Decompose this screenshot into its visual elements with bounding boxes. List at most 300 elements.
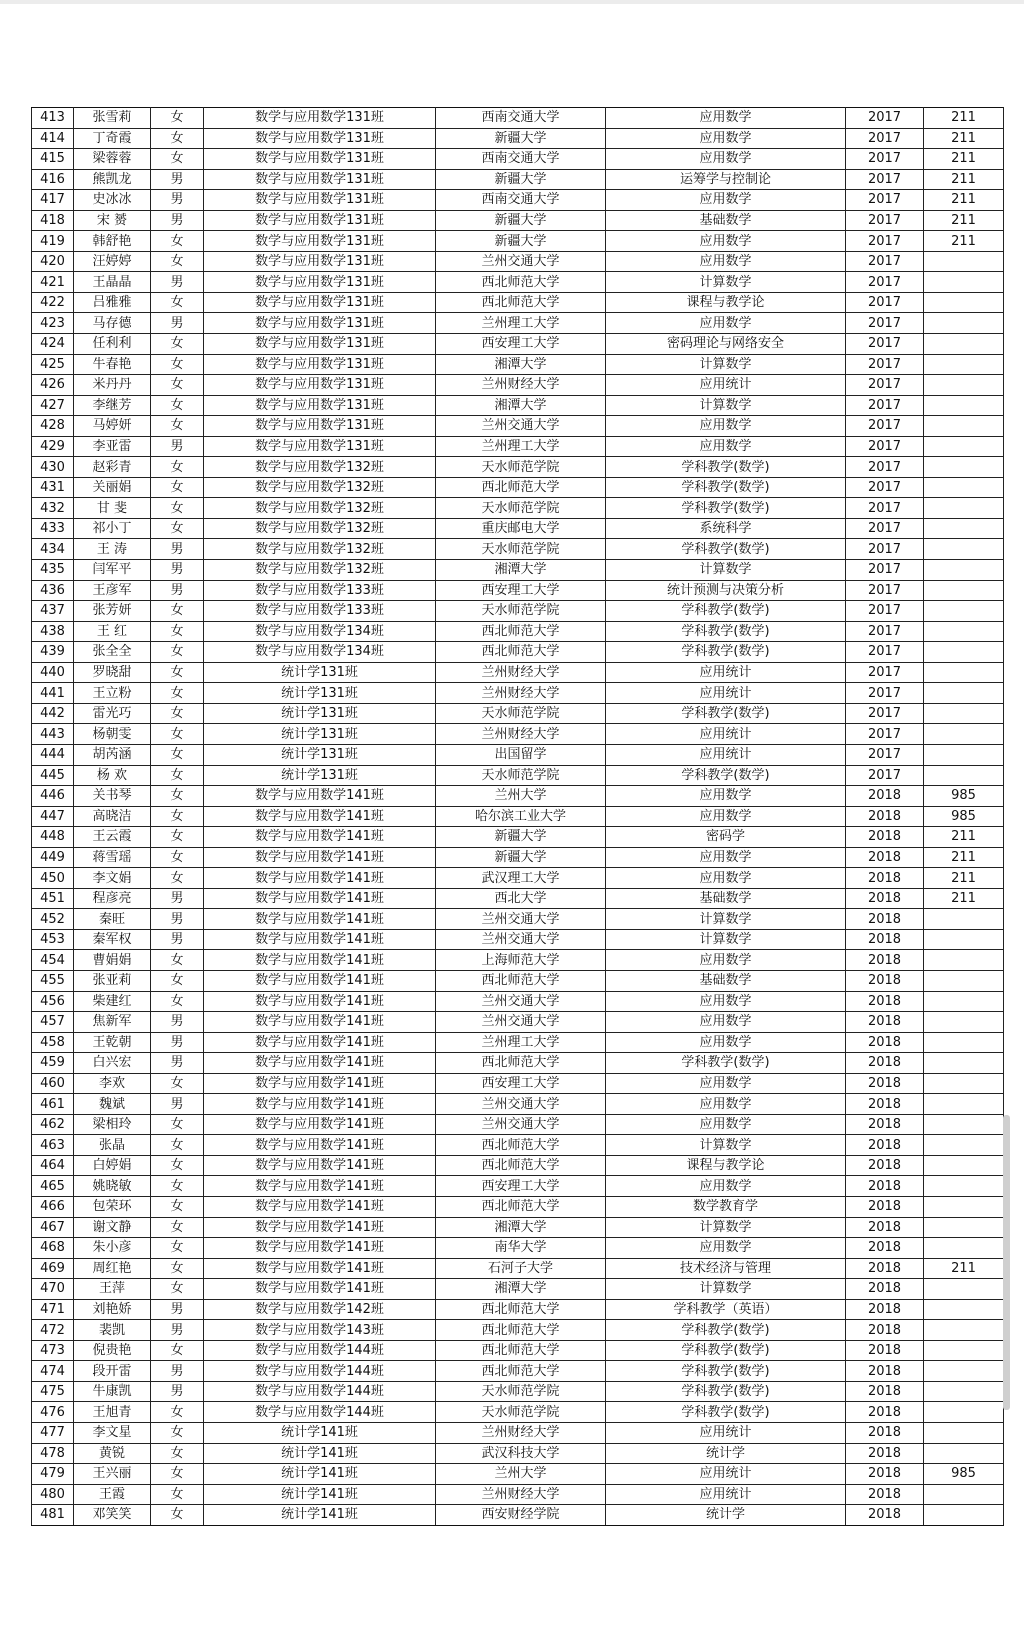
class-name-cell: 数学与应用数学144班 — [204, 1361, 436, 1382]
table-row — [32, 1402, 1004, 1423]
university-tier-cell — [924, 560, 1004, 581]
scrollbar[interactable] — [1003, 1115, 1010, 1410]
table-row — [32, 1176, 1004, 1197]
university-tier-cell — [924, 1299, 1004, 1320]
year-cell: 2017 — [846, 621, 924, 642]
admitted-university-cell: 兰州财经大学 — [436, 662, 606, 683]
row-number-cell: 455 — [32, 970, 74, 991]
row-number-cell: 431 — [32, 477, 74, 498]
university-tier-cell — [924, 1196, 1004, 1217]
student-name-cell: 米丹丹 — [74, 375, 151, 396]
row-number-cell: 435 — [32, 560, 74, 581]
table-row — [32, 108, 1004, 129]
admitted-university-cell: 兰州交通大学 — [436, 1114, 606, 1135]
table-row — [32, 827, 1004, 848]
university-tier-cell — [924, 1361, 1004, 1382]
university-tier-cell — [924, 703, 1004, 724]
major-cell: 学科教学(数学) — [606, 1340, 846, 1361]
year-cell: 2018 — [846, 1279, 924, 1300]
class-name-cell: 数学与应用数学141班 — [204, 806, 436, 827]
table-row — [32, 149, 1004, 170]
student-name-cell: 汪婷婷 — [74, 251, 151, 272]
gender-cell: 男 — [151, 1381, 204, 1402]
student-name-cell: 王萍 — [74, 1279, 151, 1300]
gender-cell: 女 — [151, 1402, 204, 1423]
admitted-university-cell: 西北师范大学 — [436, 1320, 606, 1341]
admitted-university-cell: 西北师范大学 — [436, 477, 606, 498]
year-cell: 2017 — [846, 457, 924, 478]
student-name-cell: 张雪莉 — [74, 108, 151, 129]
gender-cell: 女 — [151, 149, 204, 170]
student-name-cell: 关书琴 — [74, 786, 151, 807]
major-cell: 应用数学 — [606, 1073, 846, 1094]
row-number-cell: 480 — [32, 1484, 74, 1505]
row-number-cell: 481 — [32, 1505, 74, 1526]
student-name-cell: 祁小丁 — [74, 518, 151, 539]
major-cell: 应用数学 — [606, 1114, 846, 1135]
year-cell: 2018 — [846, 1053, 924, 1074]
admitted-university-cell: 西安理工大学 — [436, 1176, 606, 1197]
year-cell: 2018 — [846, 1217, 924, 1238]
year-cell: 2018 — [846, 991, 924, 1012]
admitted-university-cell: 天水师范学院 — [436, 1381, 606, 1402]
year-cell: 2018 — [846, 1094, 924, 1115]
year-cell: 2017 — [846, 416, 924, 437]
admitted-university-cell: 兰州财经大学 — [436, 1423, 606, 1444]
university-tier-cell — [924, 744, 1004, 765]
table-row — [32, 724, 1004, 745]
major-cell: 应用数学 — [606, 436, 846, 457]
gender-cell: 男 — [151, 1053, 204, 1074]
table-row — [32, 683, 1004, 704]
student-name-cell: 张亚莉 — [74, 970, 151, 991]
gender-cell: 男 — [151, 1361, 204, 1382]
gender-cell: 女 — [151, 334, 204, 355]
student-name-cell: 张全全 — [74, 642, 151, 663]
admitted-university-cell: 西安理工大学 — [436, 580, 606, 601]
year-cell: 2017 — [846, 292, 924, 313]
gender-cell: 男 — [151, 560, 204, 581]
class-name-cell: 数学与应用数学133班 — [204, 601, 436, 622]
row-number-cell: 436 — [32, 580, 74, 601]
student-name-cell: 裴凯 — [74, 1320, 151, 1341]
year-cell: 2018 — [846, 1012, 924, 1033]
student-name-cell: 熊凯龙 — [74, 169, 151, 190]
row-number-cell: 453 — [32, 929, 74, 950]
table-row — [32, 765, 1004, 786]
class-name-cell: 统计学131班 — [204, 683, 436, 704]
admitted-university-cell: 西北师范大学 — [436, 642, 606, 663]
class-name-cell: 数学与应用数学141班 — [204, 1094, 436, 1115]
major-cell: 应用统计 — [606, 683, 846, 704]
admitted-university-cell: 西北师范大学 — [436, 970, 606, 991]
row-number-cell: 426 — [32, 375, 74, 396]
university-tier-cell — [924, 1217, 1004, 1238]
major-cell: 应用数学 — [606, 868, 846, 889]
student-name-cell: 高晓洁 — [74, 806, 151, 827]
major-cell: 应用数学 — [606, 1176, 846, 1197]
year-cell: 2018 — [846, 1196, 924, 1217]
major-cell: 应用数学 — [606, 847, 846, 868]
class-name-cell: 数学与应用数学141班 — [204, 1114, 436, 1135]
year-cell: 2018 — [846, 1484, 924, 1505]
university-tier-cell — [924, 1320, 1004, 1341]
student-name-cell: 史冰冰 — [74, 190, 151, 211]
university-tier-cell — [924, 1135, 1004, 1156]
student-name-cell: 谢文静 — [74, 1217, 151, 1238]
row-number-cell: 432 — [32, 498, 74, 519]
university-tier-cell — [924, 580, 1004, 601]
major-cell: 计算数学 — [606, 1135, 846, 1156]
year-cell: 2017 — [846, 313, 924, 334]
table-row — [32, 744, 1004, 765]
major-cell: 运筹学与控制论 — [606, 169, 846, 190]
year-cell: 2018 — [846, 1464, 924, 1485]
university-tier-cell — [924, 375, 1004, 396]
year-cell: 2018 — [846, 1073, 924, 1094]
table-row — [32, 1073, 1004, 1094]
university-tier-cell — [924, 991, 1004, 1012]
gender-cell: 女 — [151, 1217, 204, 1238]
university-tier-cell: 211 — [924, 169, 1004, 190]
gender-cell: 女 — [151, 765, 204, 786]
admitted-university-cell: 兰州交通大学 — [436, 1094, 606, 1115]
major-cell: 应用数学 — [606, 108, 846, 129]
class-name-cell: 数学与应用数学132班 — [204, 539, 436, 560]
university-tier-cell — [924, 1032, 1004, 1053]
row-number-cell: 416 — [32, 169, 74, 190]
year-cell: 2017 — [846, 539, 924, 560]
row-number-cell: 418 — [32, 210, 74, 231]
university-tier-cell — [924, 1238, 1004, 1259]
row-number-cell: 450 — [32, 868, 74, 889]
class-name-cell: 数学与应用数学131班 — [204, 272, 436, 293]
student-name-cell: 李亚雷 — [74, 436, 151, 457]
table-row — [32, 1320, 1004, 1341]
table-row — [32, 518, 1004, 539]
university-tier-cell — [924, 909, 1004, 930]
major-cell: 计算数学 — [606, 929, 846, 950]
major-cell: 学科教学(数学) — [606, 457, 846, 478]
gender-cell: 男 — [151, 436, 204, 457]
table-row — [32, 868, 1004, 889]
table-row — [32, 457, 1004, 478]
major-cell: 应用统计 — [606, 662, 846, 683]
table-row — [32, 888, 1004, 909]
gender-cell: 女 — [151, 1423, 204, 1444]
year-cell: 2017 — [846, 703, 924, 724]
gender-cell: 男 — [151, 169, 204, 190]
university-tier-cell: 211 — [924, 128, 1004, 149]
university-tier-cell — [924, 1176, 1004, 1197]
row-number-cell: 442 — [32, 703, 74, 724]
year-cell: 2018 — [846, 1320, 924, 1341]
year-cell: 2017 — [846, 149, 924, 170]
admitted-university-cell: 兰州财经大学 — [436, 1484, 606, 1505]
university-tier-cell: 211 — [924, 888, 1004, 909]
admitted-university-cell: 兰州理工大学 — [436, 436, 606, 457]
student-name-cell: 马存德 — [74, 313, 151, 334]
table-row — [32, 1053, 1004, 1074]
major-cell: 学科教学(数学) — [606, 601, 846, 622]
major-cell: 基础数学 — [606, 888, 846, 909]
row-number-cell: 434 — [32, 539, 74, 560]
major-cell: 技术经济与管理 — [606, 1258, 846, 1279]
table-row — [32, 621, 1004, 642]
table-row — [32, 970, 1004, 991]
row-number-cell: 415 — [32, 149, 74, 170]
admitted-university-cell: 西北师范大学 — [436, 1196, 606, 1217]
gender-cell: 女 — [151, 1196, 204, 1217]
year-cell: 2017 — [846, 334, 924, 355]
student-name-cell: 白婷娟 — [74, 1155, 151, 1176]
student-name-cell: 朱小彦 — [74, 1238, 151, 1259]
class-name-cell: 数学与应用数学141班 — [204, 1176, 436, 1197]
row-number-cell: 433 — [32, 518, 74, 539]
class-name-cell: 数学与应用数学132班 — [204, 560, 436, 581]
gender-cell: 女 — [151, 395, 204, 416]
student-name-cell: 秦军权 — [74, 929, 151, 950]
university-tier-cell: 211 — [924, 190, 1004, 211]
table-row — [32, 1443, 1004, 1464]
table-row — [32, 662, 1004, 683]
class-name-cell: 数学与应用数学141班 — [204, 1258, 436, 1279]
class-name-cell: 数学与应用数学141班 — [204, 929, 436, 950]
gender-cell: 女 — [151, 477, 204, 498]
year-cell: 2018 — [846, 827, 924, 848]
admitted-university-cell: 西北师范大学 — [436, 292, 606, 313]
university-tier-cell — [924, 436, 1004, 457]
row-number-cell: 422 — [32, 292, 74, 313]
admitted-university-cell: 湘潭大学 — [436, 1217, 606, 1238]
university-tier-cell — [924, 251, 1004, 272]
major-cell: 学科教学(数学) — [606, 1381, 846, 1402]
class-name-cell: 统计学131班 — [204, 724, 436, 745]
table-row — [32, 1279, 1004, 1300]
major-cell: 应用数学 — [606, 251, 846, 272]
year-cell: 2018 — [846, 1381, 924, 1402]
gender-cell: 女 — [151, 1443, 204, 1464]
class-name-cell: 数学与应用数学141班 — [204, 1032, 436, 1053]
year-cell: 2017 — [846, 560, 924, 581]
gender-cell: 女 — [151, 703, 204, 724]
row-number-cell: 468 — [32, 1238, 74, 1259]
class-name-cell: 数学与应用数学132班 — [204, 498, 436, 519]
row-number-cell: 462 — [32, 1114, 74, 1135]
major-cell: 数学教育学 — [606, 1196, 846, 1217]
student-name-cell: 闫军平 — [74, 560, 151, 581]
admitted-university-cell: 西南交通大学 — [436, 149, 606, 170]
admitted-university-cell: 天水师范学院 — [436, 539, 606, 560]
table-row — [32, 375, 1004, 396]
row-number-cell: 420 — [32, 251, 74, 272]
row-number-cell: 464 — [32, 1155, 74, 1176]
class-name-cell: 数学与应用数学141班 — [204, 827, 436, 848]
student-name-cell: 吕雅雅 — [74, 292, 151, 313]
student-name-cell: 王立粉 — [74, 683, 151, 704]
year-cell: 2018 — [846, 1402, 924, 1423]
student-name-cell: 王霞 — [74, 1484, 151, 1505]
year-cell: 2017 — [846, 108, 924, 129]
student-name-cell: 王云霞 — [74, 827, 151, 848]
year-cell: 2017 — [846, 169, 924, 190]
row-number-cell: 440 — [32, 662, 74, 683]
table-row — [32, 1217, 1004, 1238]
gender-cell: 女 — [151, 457, 204, 478]
year-cell: 2017 — [846, 498, 924, 519]
university-tier-cell — [924, 1073, 1004, 1094]
student-name-cell: 曹娟娟 — [74, 950, 151, 971]
year-cell: 2017 — [846, 642, 924, 663]
admitted-university-cell: 南华大学 — [436, 1238, 606, 1259]
year-cell: 2018 — [846, 970, 924, 991]
table-row — [32, 313, 1004, 334]
major-cell: 应用数学 — [606, 806, 846, 827]
gender-cell: 女 — [151, 786, 204, 807]
student-name-cell: 王旭青 — [74, 1402, 151, 1423]
admitted-university-cell: 西北师范大学 — [436, 272, 606, 293]
class-name-cell: 数学与应用数学132班 — [204, 518, 436, 539]
gender-cell: 女 — [151, 683, 204, 704]
admitted-university-cell: 出国留学 — [436, 744, 606, 765]
top-edge — [0, 0, 1024, 4]
admitted-university-cell: 兰州理工大学 — [436, 1032, 606, 1053]
row-number-cell: 465 — [32, 1176, 74, 1197]
admitted-university-cell: 兰州交通大学 — [436, 416, 606, 437]
major-cell: 学科教学(数学) — [606, 642, 846, 663]
admitted-university-cell: 上海师范大学 — [436, 950, 606, 971]
table-row — [32, 847, 1004, 868]
university-tier-cell — [924, 950, 1004, 971]
row-number-cell: 471 — [32, 1299, 74, 1320]
row-number-cell: 413 — [32, 108, 74, 129]
table-row — [32, 1258, 1004, 1279]
year-cell: 2017 — [846, 765, 924, 786]
gender-cell: 男 — [151, 929, 204, 950]
row-number-cell: 444 — [32, 744, 74, 765]
class-name-cell: 数学与应用数学131班 — [204, 292, 436, 313]
class-name-cell: 数学与应用数学131班 — [204, 231, 436, 252]
class-name-cell: 数学与应用数学143班 — [204, 1320, 436, 1341]
admitted-university-cell: 兰州大学 — [436, 786, 606, 807]
table-row — [32, 1361, 1004, 1382]
gender-cell: 女 — [151, 1464, 204, 1485]
student-name-cell: 包荣环 — [74, 1196, 151, 1217]
major-cell: 计算数学 — [606, 395, 846, 416]
student-name-cell: 王彦军 — [74, 580, 151, 601]
row-number-cell: 454 — [32, 950, 74, 971]
admitted-university-cell: 新疆大学 — [436, 169, 606, 190]
student-name-cell: 杨朝雯 — [74, 724, 151, 745]
row-number-cell: 478 — [32, 1443, 74, 1464]
table-row — [32, 1238, 1004, 1259]
major-cell: 统计预测与决策分析 — [606, 580, 846, 601]
gender-cell: 女 — [151, 375, 204, 396]
student-name-cell: 杨 欢 — [74, 765, 151, 786]
row-number-cell: 451 — [32, 888, 74, 909]
student-name-cell: 王 红 — [74, 621, 151, 642]
year-cell: 2017 — [846, 436, 924, 457]
row-number-cell: 423 — [32, 313, 74, 334]
university-tier-cell — [924, 272, 1004, 293]
gender-cell: 女 — [151, 642, 204, 663]
major-cell: 应用统计 — [606, 1464, 846, 1485]
class-name-cell: 数学与应用数学141班 — [204, 970, 436, 991]
table-row — [32, 1012, 1004, 1033]
row-number-cell: 473 — [32, 1340, 74, 1361]
row-number-cell: 448 — [32, 827, 74, 848]
university-tier-cell — [924, 1423, 1004, 1444]
major-cell: 应用数学 — [606, 231, 846, 252]
class-name-cell: 数学与应用数学131班 — [204, 436, 436, 457]
admitted-university-cell: 西北师范大学 — [436, 621, 606, 642]
student-name-cell: 牛春艳 — [74, 354, 151, 375]
student-name-cell: 关丽娟 — [74, 477, 151, 498]
row-number-cell: 419 — [32, 231, 74, 252]
major-cell: 密码学 — [606, 827, 846, 848]
year-cell: 2017 — [846, 272, 924, 293]
student-name-cell: 梁蓉蓉 — [74, 149, 151, 170]
table-body — [32, 108, 1004, 1526]
university-tier-cell: 985 — [924, 1464, 1004, 1485]
university-tier-cell — [924, 334, 1004, 355]
table-row — [32, 292, 1004, 313]
gender-cell: 女 — [151, 1505, 204, 1526]
student-name-cell: 韩舒艳 — [74, 231, 151, 252]
university-tier-cell — [924, 1094, 1004, 1115]
year-cell: 2017 — [846, 190, 924, 211]
class-name-cell: 数学与应用数学144班 — [204, 1381, 436, 1402]
class-name-cell: 数学与应用数学141班 — [204, 1238, 436, 1259]
table-row — [32, 1032, 1004, 1053]
gender-cell: 男 — [151, 888, 204, 909]
student-name-cell: 马婷妍 — [74, 416, 151, 437]
table-row — [32, 950, 1004, 971]
admitted-university-cell: 西安财经学院 — [436, 1505, 606, 1526]
row-number-cell: 461 — [32, 1094, 74, 1115]
gender-cell: 女 — [151, 970, 204, 991]
admitted-university-cell: 西南交通大学 — [436, 108, 606, 129]
year-cell: 2018 — [846, 1238, 924, 1259]
university-tier-cell — [924, 601, 1004, 622]
gender-cell: 男 — [151, 313, 204, 334]
major-cell: 密码理论与网络安全 — [606, 334, 846, 355]
class-name-cell: 数学与应用数学131班 — [204, 354, 436, 375]
university-tier-cell — [924, 1402, 1004, 1423]
class-name-cell: 数学与应用数学134班 — [204, 642, 436, 663]
gender-cell: 女 — [151, 991, 204, 1012]
major-cell: 应用统计 — [606, 744, 846, 765]
gender-cell: 女 — [151, 292, 204, 313]
gender-cell: 女 — [151, 108, 204, 129]
admitted-university-cell: 重庆邮电大学 — [436, 518, 606, 539]
gender-cell: 女 — [151, 518, 204, 539]
class-name-cell: 数学与应用数学131班 — [204, 375, 436, 396]
class-name-cell: 数学与应用数学131班 — [204, 251, 436, 272]
major-cell: 应用统计 — [606, 375, 846, 396]
student-name-cell: 程彦亮 — [74, 888, 151, 909]
year-cell: 2018 — [846, 786, 924, 807]
gender-cell: 女 — [151, 868, 204, 889]
class-name-cell: 数学与应用数学131班 — [204, 108, 436, 129]
year-cell: 2018 — [846, 1032, 924, 1053]
admitted-university-cell: 新疆大学 — [436, 128, 606, 149]
table-row — [32, 1155, 1004, 1176]
gender-cell: 女 — [151, 1340, 204, 1361]
row-number-cell: 467 — [32, 1217, 74, 1238]
admitted-university-cell: 武汉科技大学 — [436, 1443, 606, 1464]
major-cell: 基础数学 — [606, 210, 846, 231]
